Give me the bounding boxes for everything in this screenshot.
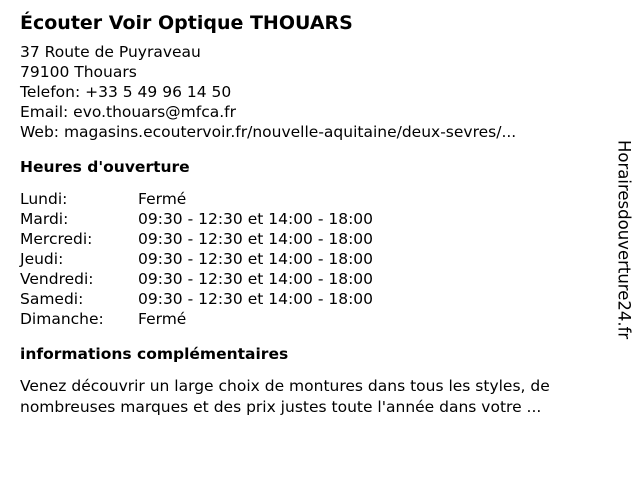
day-hours: 09:30 - 12:30 et 14:00 - 18:00 [138, 270, 374, 288]
site-watermark-text: Horairesdouverture24.fr [614, 140, 634, 340]
business-name: Écouter Voir Optique THOUARS [20, 12, 353, 34]
day-hours: 09:30 - 12:30 et 14:00 - 18:00 [138, 250, 374, 268]
day-hours: Fermé [138, 190, 187, 208]
day-hours: 09:30 - 12:30 et 14:00 - 18:00 [138, 290, 374, 308]
day-label: Lundi: [20, 190, 68, 208]
hours-row-mardi [20, 209, 610, 229]
address-city: 79100 Thouars [20, 63, 137, 81]
hours-row-samedi [20, 289, 610, 309]
hours-row-dimanche [20, 309, 610, 329]
day-label: Mardi: [20, 210, 69, 228]
address-street: 37 Route de Puyraveau [20, 43, 201, 61]
day-hours: Fermé [138, 310, 187, 328]
day-label: Vendredi: [20, 270, 94, 288]
address-block [20, 42, 610, 142]
email-line: Email: evo.thouars@mfca.fr [20, 103, 236, 121]
day-hours: 09:30 - 12:30 et 14:00 - 18:00 [138, 210, 374, 228]
day-hours: 09:30 - 12:30 et 14:00 - 18:00 [138, 230, 374, 248]
phone-line: Telefon: +33 5 49 96 14 50 [20, 83, 232, 101]
hours-row-vendredi [20, 269, 610, 289]
web-line: Web: magasins.ecoutervoir.fr/nouvelle-aquitaine/deux-sevres/... [20, 123, 517, 141]
day-label: Mercredi: [20, 230, 93, 248]
day-label: Dimanche: [20, 310, 104, 328]
business-card [20, 10, 610, 418]
info-heading: informations complémentaires [20, 345, 289, 363]
hours-heading: Heures d'ouverture [20, 158, 190, 176]
site-watermark [612, 135, 636, 345]
day-label: Jeudi: [20, 250, 64, 268]
day-label: Samedi: [20, 290, 84, 308]
hours-row-jeudi [20, 249, 610, 269]
info-description: Venez découvrir un large choix de montures dans tous les styles, de nombreuses marques et des prix justes toute l'année dans votre ... [20, 377, 550, 416]
hours-row-mercredi [20, 229, 610, 249]
hours-table [20, 189, 610, 329]
hours-row-lundi [20, 189, 610, 209]
